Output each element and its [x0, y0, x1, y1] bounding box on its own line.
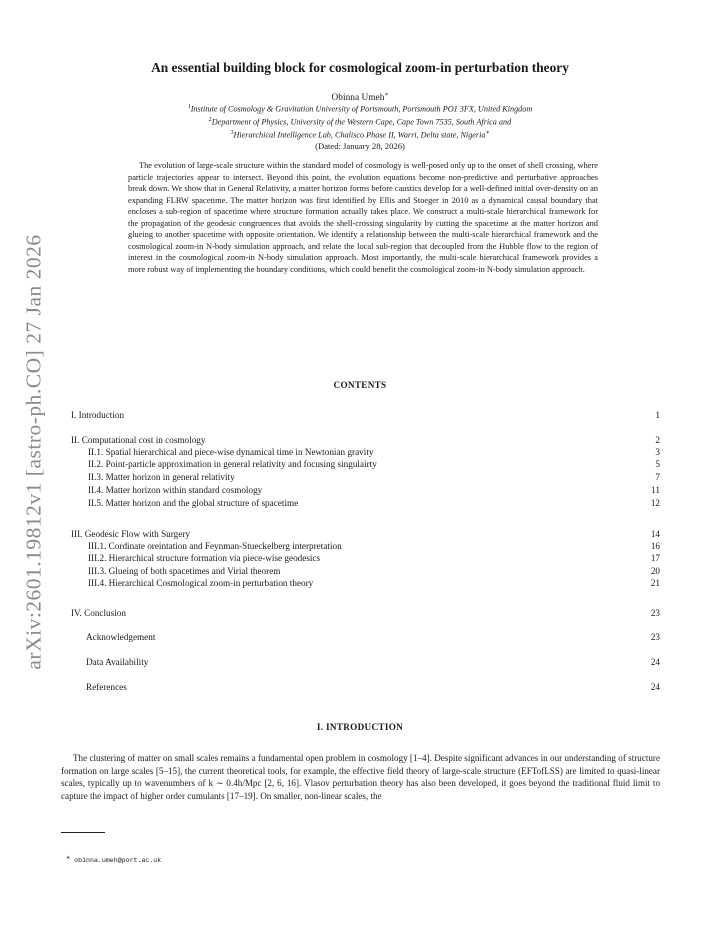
toc-entry-page: 14 [650, 529, 660, 539]
toc-entry-page: 24 [650, 657, 660, 667]
toc-entry-page: 24 [650, 682, 660, 692]
author-text: Obinna Umeh [331, 93, 385, 104]
toc-entry[interactable] [0, 529, 720, 541]
affiliation-mark: 3 [230, 130, 234, 136]
toc-entry[interactable] [0, 410, 720, 422]
section-heading: I. INTRODUCTION [316, 722, 404, 732]
toc-entry-label[interactable]: II.3. Matter horizon in general relativity [88, 472, 235, 482]
toc-entry[interactable] [0, 485, 720, 497]
toc-entry-page: 16 [650, 541, 660, 551]
toc-entry-label[interactable]: II.4. Matter horizon within standard cosmology [88, 485, 263, 495]
toc-entry-label[interactable]: IV. Conclusion [71, 608, 126, 618]
toc-entry-label[interactable]: II.5. Matter horizon and the global structure of spacetime [88, 498, 299, 508]
toc-entry-page: 12 [650, 498, 660, 508]
toc-entry[interactable] [0, 657, 720, 669]
toc-entry-label[interactable]: References [86, 682, 127, 692]
toc-entry[interactable] [0, 566, 720, 578]
arxiv-stamp-text: arXiv:2601.19812v1 [astro-ph.CO] 27 Jan 2026 [21, 234, 46, 670]
toc-entry[interactable] [0, 459, 720, 471]
toc-entry-label[interactable]: III.4. Hierarchical Cosmological zoom-in perturbation theory [88, 578, 314, 588]
date-line: (Dated: January 28, 2026) [315, 141, 405, 151]
toc-entry[interactable] [0, 435, 720, 447]
toc-entry-label[interactable]: II.1. Spatial hierarchical and piece-wise dynamical time in Newtonian gravity [88, 447, 374, 457]
paper-title: An essential building block for cosmological zoom-in perturbation theory [151, 60, 569, 75]
toc-entry[interactable] [0, 541, 720, 553]
toc-entry-label[interactable]: Acknowledgement [86, 632, 156, 642]
affiliation-text: Institute of Cosmology & Gravitation University of Portsmouth, Portsmouth PO1 3FX, United Kingdom [190, 104, 533, 114]
toc-entry[interactable] [0, 632, 720, 644]
toc-entry-page: 23 [650, 608, 660, 618]
toc-entry-page: 21 [650, 578, 660, 588]
toc-entry[interactable] [0, 447, 720, 459]
toc-entry-page: 7 [655, 472, 660, 482]
affiliation-mark: 2 [208, 117, 212, 123]
toc-entry-page: 11 [651, 485, 660, 495]
author-name [0, 91, 720, 103]
footnote-rule [61, 832, 105, 833]
toc-entry-label[interactable]: I. Introduction [71, 410, 125, 420]
toc-entry[interactable] [0, 472, 720, 484]
toc-entry-page: 1 [655, 410, 660, 420]
author-footnote-mark: ∗ [384, 92, 389, 98]
toc-entry-label[interactable]: II.2. Point-particle approximation in general relativity and focusing singulairty [88, 459, 377, 469]
affiliation-footnote-mark: ∗ [485, 130, 490, 136]
toc-entry-page: 5 [655, 459, 660, 469]
affiliation-3 [0, 129, 720, 140]
footnote-mark: ∗ [66, 856, 71, 861]
toc-entry[interactable] [0, 608, 720, 620]
toc-entry-page: 23 [650, 632, 660, 642]
toc-entry-label[interactable]: III. Geodesic Flow with Surgery [71, 529, 190, 539]
toc-entry-label[interactable]: Data Availability [86, 657, 149, 667]
affiliation-text: Hierarchical Intelligence Lab, Chalisco Phase II, Warri, Delta state, Nigeria [233, 130, 486, 140]
toc-entry-label[interactable]: III.1. Cordinate oreintation and Feynman-Stueckelberg interpretation [88, 541, 342, 551]
toc-entry[interactable] [0, 553, 720, 565]
affiliation-2 [0, 117, 720, 127]
introduction-paragraph: The clustering of matter on small scales remains a fundamental open problem in cosmology [1–4]. Despite significant advances in our understanding of structure formation on large scales [5–15], the current theoretical tools, for example, the effective field theory of large-scale structure (EFTofLSS) are limited to quasi-linear scales, typically up to wavenumbers of k ∼ 0.4h/Mpc [2, 6, 16]. Vlasov perturbation theory has also been developed, it goes beyond the traditional fluid limit to capture the impact of higher order cumulants [17–19]. On smaller, non-linear scales, the [61, 753, 660, 801]
footnote-email[interactable]: obinna.umeh@port.ac.uk [74, 857, 162, 865]
toc-entry[interactable] [0, 682, 720, 694]
contents-heading: CONTENTS [333, 380, 387, 390]
toc-entry[interactable] [0, 498, 720, 510]
footnote [66, 855, 161, 864]
toc-entry-page: 3 [655, 447, 660, 457]
toc-entry-label[interactable]: II. Computational cost in cosmology [71, 435, 206, 445]
affiliation-text: Department of Physics, University of the Western Cape, Cape Town 7535, South Africa and [211, 117, 512, 127]
toc-entry-page: 20 [650, 566, 660, 576]
affiliation-1 [0, 104, 720, 114]
affiliation-mark: 1 [187, 104, 191, 110]
toc-entry[interactable] [0, 578, 720, 590]
toc-entry-label[interactable]: III.2. Hierarchical structure formation via piece-wise geodesics [88, 553, 321, 563]
toc-entry-label[interactable]: III.3. Glueing of both spacetimes and Virial theorem [88, 566, 281, 576]
abstract: The evolution of large-scale structure within the standard model of cosmology is well-posed only up to the onset of shell crossing, where particle trajectories appear to intersect. Beyond this point, the evolution equations become non-predictive and perturbative approaches break down. We show that in General Relativity, a matter horizon forms before caustics develop for a well-defined initial over-density on an expanding FLRW spacetime. The matter horizon was first identified by Ellis and Stoeger in 2010 as a dynamical causal boundary that encloses a sub-region of spacetime where structure formation actually takes place. We construct a multi-scale hierarchical framework for the propagation of the geodesic congruences that avoids the shell-crossing singularity by cutting the spacetime at the matter horizon and glueing to another spacetime with opposite orientation. We identify a relationship between the multi-scale hierarchical framework and the cosmological zoom-in N-body simulation approach, and relate the local sub-region that decoupled from the Hubble flow to the region of interest in the cosmological zoom-in N-body simulation approach. Most importantly, the multi-scale hierarchical framework provides a more robust way of implementing the boundary conditions, which could benefit the cosmological zoom-in N-body simulation approach. [128, 161, 598, 274]
toc-entry-page: 17 [650, 553, 660, 563]
toc-entry-page: 2 [655, 435, 660, 445]
